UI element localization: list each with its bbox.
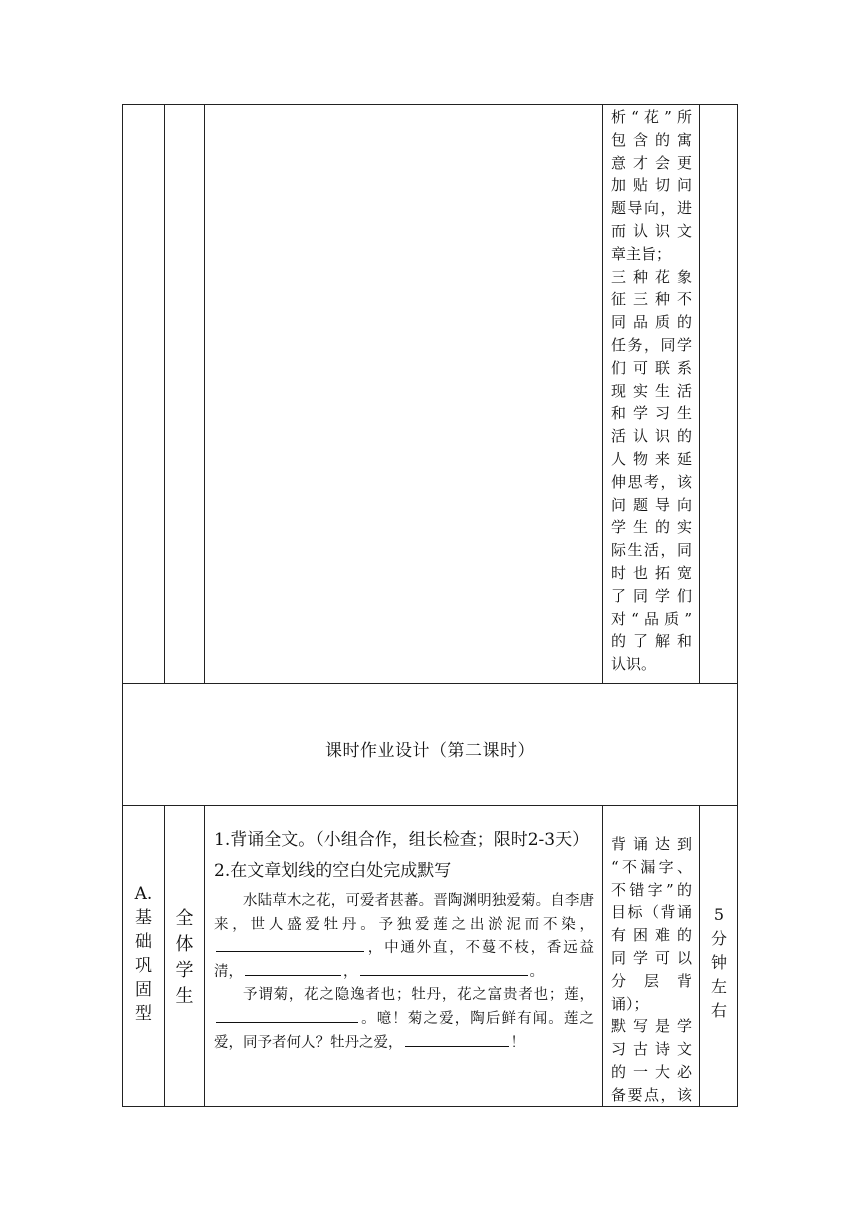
paragraph-text: ，中通外直，不蔓不枝，香远益清， — [214, 940, 594, 980]
paragraph-text: 水陆草木之花，可爱者甚蕃。晋陶渊明独爱菊。自李唐来，世人盛爱牡丹。予独爱莲之出淤泥而不染， — [214, 893, 594, 933]
dictation-blank[interactable] — [216, 937, 364, 952]
rationale-line: 默写是学 — [611, 1017, 692, 1036]
rationale-line: 征三种不 — [611, 290, 692, 309]
target-char: 全 — [175, 908, 194, 929]
table-top-border — [122, 104, 738, 105]
rationale-line: 析“花”所 — [611, 108, 692, 126]
rationale-line: 的了解和 — [611, 632, 692, 651]
rationale-line: 现实生活 — [611, 381, 692, 400]
rationale-line: 们可联系 — [611, 358, 692, 377]
task-recite: 1.背诵全文。（小组合作，组长检查；限时2-3天） — [214, 830, 590, 850]
row-divider — [122, 805, 738, 806]
rationale-line: 而认识文 — [611, 221, 692, 240]
type-char: 础 — [135, 932, 152, 952]
type-char: 型 — [135, 1004, 152, 1024]
target-char: 生 — [175, 986, 194, 1007]
rationale-line: 包含的寓 — [611, 130, 692, 149]
design-rationale-continued — [611, 106, 692, 676]
dictation-blank[interactable] — [216, 1008, 358, 1023]
type-char: 固 — [135, 980, 152, 1000]
rationale-line: 加贴切问 — [611, 176, 692, 195]
section-title: 课时作业设计（第二课时） — [325, 741, 535, 761]
rationale-line: 对“品质” — [611, 609, 692, 628]
dictation-blank[interactable] — [245, 961, 341, 976]
task-dictation: 2.在文章划线的空白处完成默写 — [214, 861, 452, 881]
column-divider — [602, 805, 603, 1107]
column-divider — [204, 104, 205, 684]
rationale-line: 三种花象 — [611, 267, 692, 286]
paragraph-text: 予谓菊，花之隐逸者也；牡丹，花之富贵者也；莲， — [243, 987, 594, 1004]
type-char: 基 — [135, 908, 152, 928]
rationale-line: 意才会更 — [611, 153, 692, 172]
dictation-paragraph-2 — [214, 984, 594, 1055]
homework-content — [214, 828, 594, 1055]
rationale-line: 分层背 — [611, 971, 692, 990]
time-char: 5 — [713, 905, 725, 924]
time-char: 右 — [710, 1001, 727, 1020]
paragraph-text: ！ — [510, 1034, 525, 1051]
paragraph-text: 。 — [529, 963, 544, 980]
rationale-line: 学生的实 — [611, 518, 692, 537]
rationale-line: 目标（背诵 — [611, 903, 692, 922]
rationale-line: 人物来延 — [611, 449, 692, 468]
target-char: 学 — [175, 960, 194, 981]
target-students-label — [164, 906, 205, 1010]
type-char: 巩 — [135, 956, 152, 976]
rationale-line: “不漏字、 — [611, 857, 692, 876]
time-estimate — [700, 903, 738, 1023]
column-divider — [602, 104, 603, 684]
target-char: 体 — [175, 934, 194, 955]
column-divider — [699, 104, 700, 684]
rationale-line: 同学可以 — [611, 948, 692, 967]
rationale-line: 活认识的 — [611, 427, 692, 446]
rationale-line: 章主旨； — [611, 244, 672, 263]
homework-type-label — [122, 882, 165, 1026]
dictation-blank[interactable] — [360, 961, 528, 976]
rationale-line: 认识。 — [611, 655, 657, 674]
rationale-line: 题导向，进 — [611, 199, 692, 218]
rationale-line: 了同学们 — [611, 586, 692, 605]
type-char: A. — [134, 884, 153, 904]
dictation-blank[interactable] — [405, 1032, 509, 1047]
rationale-line: 际生活，同 — [611, 541, 692, 560]
row-divider — [122, 683, 738, 684]
rationale-line: 诵）； — [611, 994, 649, 1013]
rationale-line: 备要点，该 — [611, 1085, 692, 1104]
paragraph-text: ， — [343, 963, 358, 980]
rationale-line: 时也拓宽 — [611, 563, 692, 582]
dictation-paragraph-1 — [214, 890, 594, 984]
rationale-line: 问题导向 — [611, 495, 692, 514]
rationale-line: 的一大必 — [611, 1062, 692, 1081]
design-rationale — [611, 833, 692, 1107]
time-char: 左 — [710, 977, 727, 996]
column-divider — [164, 104, 165, 684]
rationale-line: 背诵达到 — [611, 835, 692, 853]
rationale-line: 不错字”的 — [611, 880, 692, 899]
paragraph-text: 。噫！菊之爱，陶后鲜有闻。莲之爱，同予者何人？牡丹之爱， — [214, 1010, 594, 1051]
rationale-line: 习古诗文 — [611, 1040, 692, 1059]
rationale-line: 任务，同学 — [611, 335, 692, 354]
rationale-line: 和学习生 — [611, 404, 692, 423]
rationale-line: 同品质的 — [611, 313, 692, 332]
rationale-line: 有困难的 — [611, 926, 692, 945]
time-char: 分 — [710, 929, 727, 948]
rationale-line: 伸思考，该 — [611, 472, 692, 491]
time-char: 钟 — [710, 953, 727, 972]
